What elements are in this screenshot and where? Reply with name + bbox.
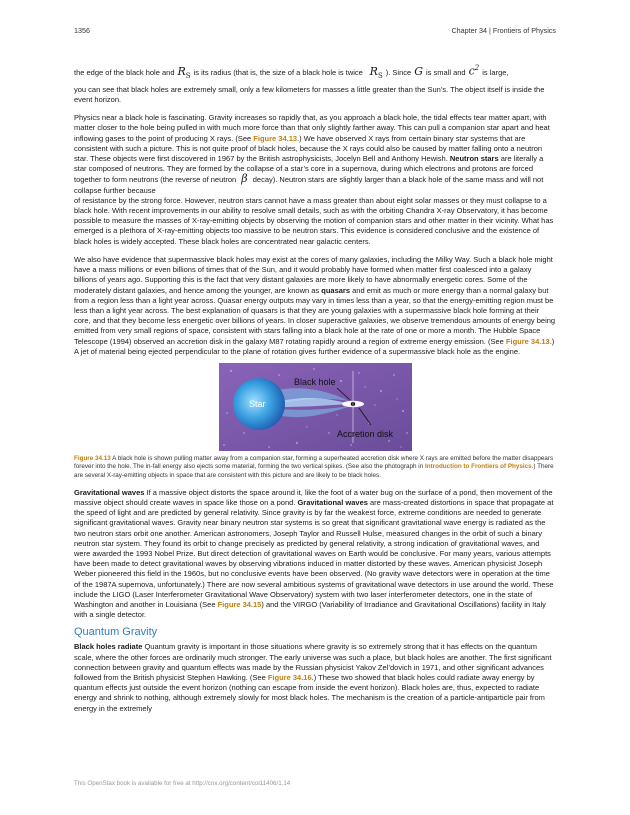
text-span: We also have evidence that supermassive black holes may exist at the cores of many galaxies, including the Milky Way. Such a black hole might have a mass millions or even billions of times that of the Sun, and it would probably have formed when matter first coalesced into a galaxy billions of years ago. Supporting this is the fact that very distant galaxies are more likely to have abnormally energetic cores. Some of the moderately distant galaxies, and hence among the younger, are known as: [74, 254, 553, 295]
math-symbol: R: [369, 64, 378, 78]
bold-term: Black holes radiate: [74, 642, 143, 652]
figure-link-34-16[interactable]: Figure 34.16: [267, 673, 312, 683]
label-accretion-disk: Accretion disk: [336, 428, 393, 439]
text-span: and emit as much or more energy than a normal galaxy but from a region less than a light year across. Quasar energy outputs may vary in times less than a year, so that the energy-emitting region must be less than a light year across. The best explanation of quasars is that they are young galaxies with a supermassive black hole forming at their core, and that they become less energetic over billions of years. In closer superactive galaxies, we observe tremendous amounts of energy being emitted from very small regions of space, consistent with stars falling into a black hole at the rate of one or more a month. The Hubble Space Telescope (1994) observed an accretion disk in the galaxy M87 rotating rapidly around a region of extreme energy emission. (See: [74, 285, 556, 346]
text-span: .) A jet of material being ejected perpendicular to the plane of rotation gives further evidence of a supermassive black hole as the engine.: [74, 336, 555, 356]
page-number: 1356: [74, 26, 90, 35]
page-content: [74, 59, 556, 714]
label-black-hole: Black hole: [293, 376, 336, 387]
math-symbol: R: [177, 64, 186, 78]
math-subscript: S: [185, 71, 191, 80]
math-subscript: S: [377, 71, 383, 80]
math-superscript: 2: [474, 64, 480, 72]
math-symbol: c: [468, 64, 475, 78]
paragraph-2: [74, 113, 556, 196]
text-span: ) and the VIRGO (Variability of Irradiance and Gravitational Oscillations) facility in Italy with a single detector.: [74, 600, 546, 620]
text-span: If a massive object distorts the space around it, like the foot of a water bug on the surface of a pond, then movement of the massive object should create waves in space like those on a pond.: [74, 487, 553, 508]
figure-caption: [74, 455, 556, 480]
paragraph-5: [74, 642, 556, 713]
figure-34-13: [74, 363, 556, 451]
math-rs-2: [367, 63, 386, 85]
text-span: are mass-created distortions in space that propagate at the speed of light and are predicted by general relativity. Since gravity is by far the weakest force, extreme conditions are needed to generate significant gravitational waves. Gravity near binary neutron star systems is so great that significant gravitational wave energy is radiated as the two neutron stars orbit one another. American astronomers, Joseph Taylor and Russell Hulse, measured changes in the orbit of such a binary neutron star system. They found its orbit to change precisely as predicted by general relativity, a strong indication of gravitational waves, and were awarded the 1993 Nobel Prize. But direct detection of gravitational waves on Earth would be conclusive. For many years, various attempts have been made to detect gravitational waves by observing vibrations induced in matter distorted by these waves. American physicist Joseph Weber pioneered this field in the 1960s, but no conclusive events have been observed. (No gravity wave detectors were in operation at the time of the 1987A supernova, unfortunately.) There are now several ambitious systems of gravitational wave detectors in use around the world. These include the LIGO (Laser Interferometer Gravitational Wave Observatory) system with two laser interferometer detectors, one in the state of Washington and another in Louisiana (See: [74, 498, 554, 610]
math-beta: β: [241, 172, 248, 186]
figure-link-34-15[interactable]: Figure 34.15: [217, 600, 262, 610]
text-span: is its radius (that is, the size of a black hole is twice: [193, 67, 363, 77]
figure-link-34-13[interactable]: Figure 34.13: [253, 133, 298, 143]
page-footer: This OpenStax book is available for free at http://cnx.org/content/col11406/1.14: [74, 780, 291, 787]
paragraph-2-cont: of resistance by the strong force. However, neutron stars cannot have a mass greater than about eight solar masses or they must collapse to a black hole. With recent improvements in our ability to resolve small details, such as with the orbiting Chandra X-ray Observatory, it has become possible to measure the masses of X-ray-emitting objects by observing the motion of companion stars and other matter in their vicinity. What has emerged is a plethora of X-ray-emitting objects too massive to be neutron stars. This evidence is considered conclusive and the existence of black holes is widely accepted. These black holes are concentrated near galactic centers.: [74, 195, 554, 246]
intro-link[interactable]: Introduction to Frontiers of Physics: [424, 463, 532, 471]
text-span: are literally a star composed of neutrons. They are formed by the collapse of a star’s core in a supernova, during which electrons and protons are forced together to form neutrons (the reverse of neutron: [74, 154, 544, 185]
text-span: is small and: [426, 67, 466, 77]
paragraph-1-math-line: [74, 59, 556, 85]
paragraph-4: [74, 488, 556, 621]
paragraph-1-rest: you can see that black holes are extremely small, only a few kilometers for masses a little greater than the Sun’s. The object itself is inside the event horizon.: [74, 84, 545, 105]
figure-link-34-13[interactable]: Figure 34.13: [505, 336, 550, 346]
chapter-header: Chapter 34 | Frontiers of Physics: [451, 26, 556, 35]
text-span: .) We have observed X rays from certain binary star systems that are consistent with such a picture. This is not quite proof of black holes, because the X rays could also be caused by matter falling onto a neutron star. These objects were first discovered in 1967 by the British astrophysicists, Jocelyn Bell and Anthony Hewish.: [74, 133, 543, 164]
bold-term: Gravitational waves: [74, 487, 145, 497]
bold-term: quasars: [321, 285, 351, 295]
caption-label: Figure 34.13: [74, 454, 111, 462]
text-span: decay). Neutron stars are slightly larger than a black hole of the same mass and will not collapse further because: [74, 175, 544, 195]
section-heading: Quantum Gravity: [74, 626, 158, 639]
text-span: ). Since: [385, 67, 412, 77]
text-span: Quantum gravity is important in those situations where gravity is so extremely strong that it has effects on the quantum scale, where the other forces are ordinarily much stronger. The early universe was such a place, but black holes are another. The first significant connection between gravity and quantum effects was made by the Russian physicist Yakov Zel’dovich in 1971, and other significant advances followed from the British physicist Stephen Hawking. (See: [74, 642, 552, 683]
black-hole-illustration: [219, 363, 412, 451]
bold-term: Neutron stars: [449, 154, 499, 164]
text-span: A black hole is shown pulling matter away from a companion star, forming a superheated accretion disk where X rays are emitted before the matter disappears forever into the hole. The in-fall energy also ejects some material, forming the two vertical spikes. (See also the photograph in: [74, 454, 554, 471]
text-span: the edge of the black hole and: [74, 67, 175, 77]
text-span: .) These two showed that black holes could radiate away energy by quantum effects just outside the event horizon (nothing can escape from inside the event horizon). Black holes are, thus, expected to radiate energy and shrink to nothing, although extremely slowly for most black holes. The mechanism is the creation of a particle-antiparticle pair from energy in the extremely: [74, 673, 545, 713]
label-star: Star: [248, 398, 266, 409]
math-c-squared: [466, 59, 483, 81]
math-g: G: [414, 64, 423, 78]
text-span: Physics near a black hole is fascinating. Gravity increases so rapidly that, as you approach a black hole, the tidal effects tear matter apart, with matter closer to the hole being pulled in with much more force than that only slightly farther away. This can pull a companion star apart and heat inflowing gases to the point of producing X rays. (See: [74, 113, 550, 143]
text-span: .) There are several X-ray-emitting objects in space that are consistent with this picture and are likely to be black holes.: [74, 463, 554, 479]
math-rs: [175, 63, 194, 85]
paragraph-3: [74, 255, 556, 357]
text-span: is large,: [482, 67, 509, 77]
bold-term: Gravitational waves: [297, 498, 368, 508]
